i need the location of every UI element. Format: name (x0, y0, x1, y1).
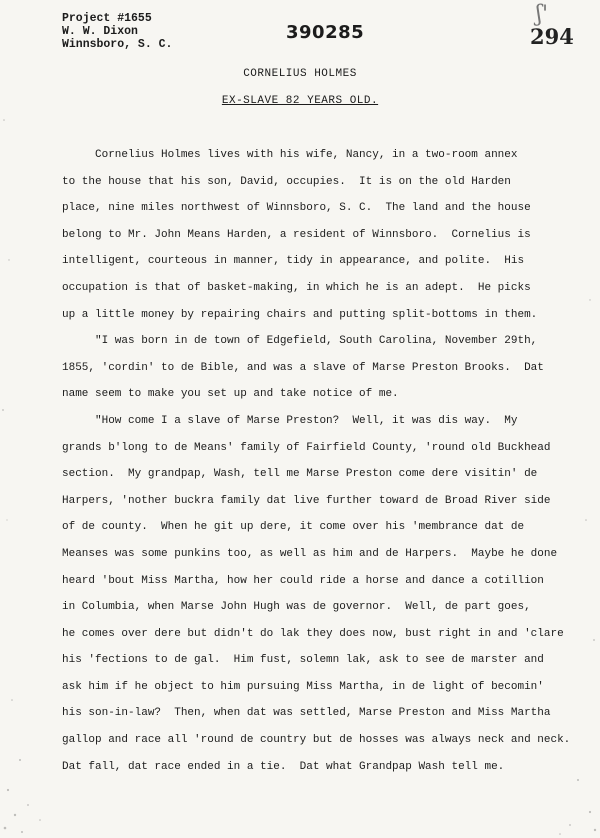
text-line: place, nine miles northwest of Winnsboro, S. C. The land and the house (62, 202, 531, 215)
text-line: heard 'bout Miss Martha, how her could ride a horse and dance a cotillion (62, 574, 544, 587)
text-line: "How come I a slave of Marse Preston? Well, it was dis way. My (62, 414, 518, 427)
text-line: 1855, 'cordin' to de Bible, and was a slave of Marse Preston Brooks. Dat (62, 361, 544, 374)
text-line: Cornelius Holmes lives with his wife, Nancy, in a two-room annex (62, 149, 518, 161)
writer-location: Winnsboro, S. C. (62, 38, 173, 51)
text-line: he comes over dere but didn't do lak they does now, bust right in and 'clare (62, 627, 564, 640)
document-body (62, 142, 571, 780)
text-line: ask him if he object to him pursuing Miss Martha, in de light of becomin' (62, 680, 544, 693)
text-line: intelligent, courteous in manner, tidy in appearance, and polite. His (62, 255, 525, 268)
paragraph-3 (62, 408, 571, 780)
text-line: occupation is that of basket-making, in which he is an adept. He picks (62, 281, 531, 294)
text-line: his son-in-law? Then, when dat was settled, Marse Preston and Miss Martha (62, 707, 551, 720)
text-line: belong to Mr. John Means Harden, a resident of Winnsboro. Cornelius is (62, 228, 531, 241)
project-header (62, 12, 172, 51)
page-number: 294 (530, 24, 574, 49)
text-line: Dat fall, dat race ended in a tie. Dat what Grandpap Wash tell me. (62, 760, 505, 773)
text-line: section. My grandpap, Wash, tell me Marse Preston come dere visitin' de (62, 468, 538, 481)
page-title: CORNELIUS HOLMES (243, 68, 357, 80)
writer-name: W. W. Dixon (62, 25, 138, 38)
text-line: up a little money by repairing chairs and putting split-bottoms in them. (62, 308, 538, 321)
project-number: Project #1655 (62, 12, 152, 25)
text-line: to the house that his son, David, occupies. It is on the old Harden (62, 175, 511, 188)
paragraph-1 (62, 142, 562, 328)
text-line: name seem to make you set up and take notice of me. (62, 388, 399, 401)
text-line: gallop and race all 'round de country but de hosses was always neck and neck. (62, 734, 571, 747)
page-subtitle: EX-SLAVE 82 YEARS OLD. (221, 95, 379, 107)
text-line: in Columbia, when Marse John Hugh was de governor. Well, de part goes, (62, 601, 531, 614)
document-number: 390285 (286, 22, 365, 43)
text-line: of de county. When he git up dere, it come over his 'membrance dat de (62, 521, 525, 534)
text-line: grands b'long to de Means' family of Fairfield County, 'round old Buckhead (62, 441, 551, 454)
paragraph-2 (62, 328, 562, 408)
text-line: "I was born in de town of Edgefield, South Carolina, November 29th, (62, 335, 538, 348)
text-line: his 'fections to de gal. Him fust, solemn lak, ask to see de marster and (62, 654, 544, 667)
text-line: Meanses was some punkins too, as well as him and de Harpers. Maybe he done (62, 547, 558, 560)
text-line: Harpers, 'nother buckra family dat live further toward de Broad River side (62, 494, 551, 507)
handwritten-mark: ʃ' (536, 2, 549, 27)
